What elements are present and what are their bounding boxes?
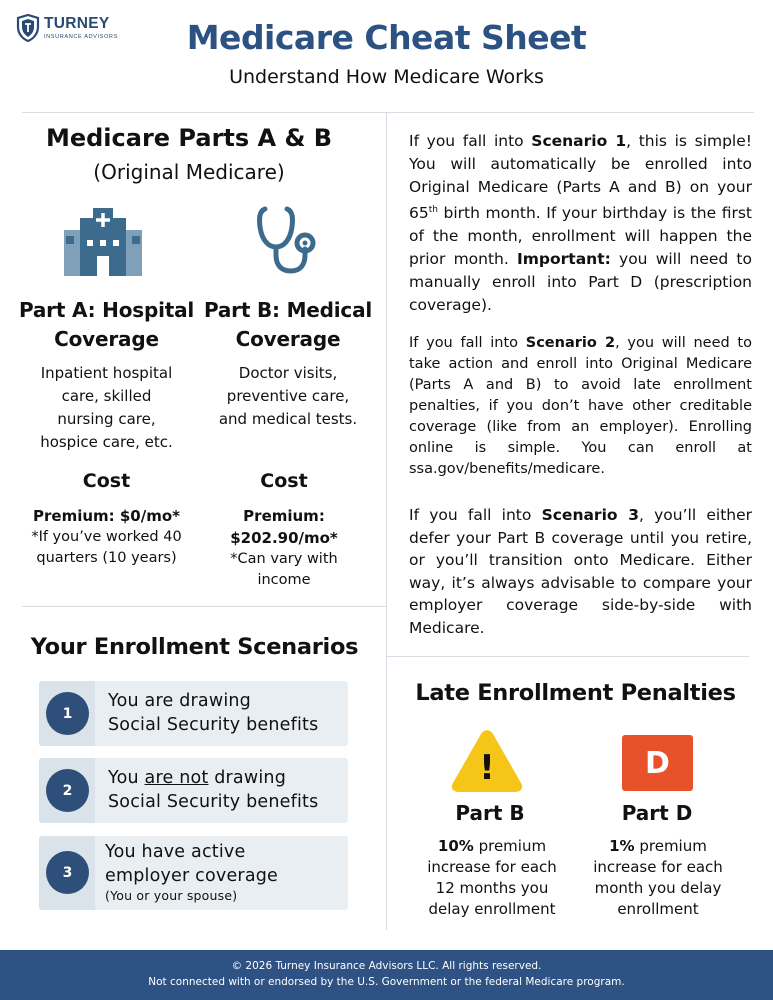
part-b-title: Part B: Medical Coverage xyxy=(203,298,373,351)
penalty-part-d-label: Part D xyxy=(621,801,693,825)
part-b-premium: Premium: $202.90/mo* *Can vary with income xyxy=(230,507,338,588)
penalties-title: Late Enrollment Penalties xyxy=(415,680,736,706)
part-a-description: Inpatient hospital care, skilled nursing care, hospice care, etc. xyxy=(40,364,173,451)
penalty-part-b-description: 10% premium increase for each 12 months you delay enrollment xyxy=(427,837,557,918)
right-section-divider xyxy=(387,656,749,657)
scenarios-title: Your Enrollment Scenarios xyxy=(30,634,359,660)
scenario-card-3 xyxy=(39,836,348,910)
part-a-title: Part A: Hospital Coverage xyxy=(18,298,195,351)
scenario-number-1: 1 xyxy=(46,692,89,735)
part-d-icon xyxy=(622,735,693,791)
header-divider xyxy=(22,112,754,113)
scenario-number-3: 3 xyxy=(46,851,89,894)
part-a-premium: Premium: $0/mo* *If you’ve worked 40 quarters (10 years) xyxy=(31,507,182,566)
logo-name: TURNEY xyxy=(44,15,110,32)
warning-symbol: ! xyxy=(479,748,495,788)
scenario-1-explanation: If you fall into Scenario 1, this is simple! You will automatically be enrolled into Original Medicare (Parts A and B) on your 65th birth month. If your birthday is the first of the month, enrollment will happen the prior month. Important: you will need to manually enroll into Part D (prescription coverage). xyxy=(409,132,752,315)
original-medicare-subtitle: (Original Medicare) xyxy=(93,160,285,184)
part-d-symbol: D xyxy=(645,745,670,781)
scenario-card-1 xyxy=(39,681,348,746)
scenario-2-explanation: If you fall into Scenario 2, you will need to take action and enroll into Original Medicare (Parts A and B) to avoid late enrollment penalties, if you don’t have other creditable coverage (like from an employer). Enrolling online is simple. You can enroll at ssa.gov/benefits/medicare. xyxy=(409,335,752,477)
warning-icon xyxy=(451,729,523,793)
footer-disclaimer: Not connected with or endorsed by the U.S. Government or the federal Medicare program. xyxy=(148,976,625,988)
scenario-3-explanation: If you fall into Scenario 3, you’ll either defer your Part B coverage until you retire, or you’ll transition onto Medicare. Either way, it’s always advisable to compare your employer coverage side-by-side with Medicare. xyxy=(409,506,752,637)
original-medicare-title: Medicare Parts A & B xyxy=(45,124,333,152)
part-b-cost-label: Cost xyxy=(260,470,308,492)
scenario-card-2 xyxy=(39,758,348,823)
column-divider xyxy=(386,113,387,930)
footer xyxy=(0,950,773,1000)
footer-copyright: © 2026 Turney Insurance Advisors LLC. All rights reserved. xyxy=(231,960,542,972)
page-subtitle: Understand How Medicare Works xyxy=(229,66,544,88)
part-b-description: Doctor visits, preventive care, and medical tests. xyxy=(218,364,358,428)
left-section-divider xyxy=(22,606,386,607)
penalty-part-b-label: Part B xyxy=(455,801,525,825)
penalty-part-d-description: 1% premium increase for each month you delay enrollment xyxy=(593,837,723,918)
scenario-number-2: 2 xyxy=(46,769,89,812)
hospital-icon xyxy=(64,208,142,276)
part-a-cost-label: Cost xyxy=(82,470,131,492)
scenario-text-2: You are not drawing Social Security benefits xyxy=(108,768,319,812)
logo-subtitle: INSURANCE ADVISORS xyxy=(44,34,118,40)
stethoscope-icon xyxy=(255,205,321,275)
page-title: Medicare Cheat Sheet xyxy=(186,18,587,57)
scenario-text-1: You are drawing Social Security benefits xyxy=(108,691,319,735)
scenario-text-3: You have active employer coverage (You or your spouse) xyxy=(105,842,279,903)
